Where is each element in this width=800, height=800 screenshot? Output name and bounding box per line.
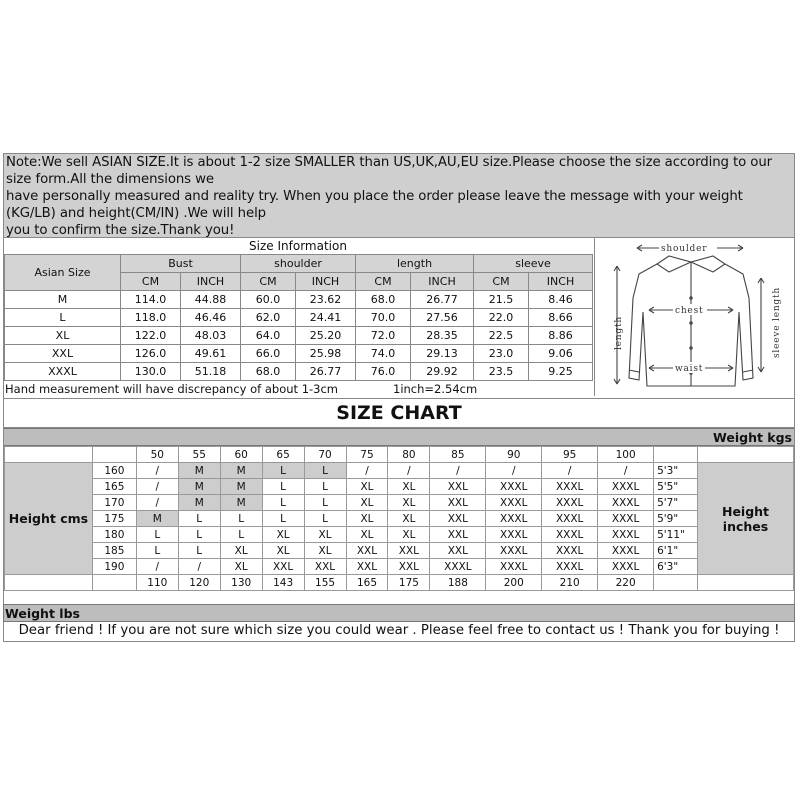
lbs-cell: 210: [542, 575, 598, 591]
size-cell: XXXL: [486, 527, 542, 543]
height-inch-cell: 5'11": [654, 527, 698, 543]
measurement-cell: 26.77: [296, 363, 356, 381]
size-cell: XL: [220, 543, 262, 559]
size-cell: /: [598, 463, 654, 479]
measurement-cell: 21.5: [474, 291, 529, 309]
size-label: XL: [5, 327, 121, 345]
measurement-cell: 24.41: [296, 309, 356, 327]
unit-header: INCH: [411, 273, 474, 291]
unit-header: CM: [356, 273, 411, 291]
size-cell: L: [220, 527, 262, 543]
shoulder-label: shoulder: [661, 244, 708, 254]
height-inch-cell: 5'9": [654, 511, 698, 527]
size-cell: M: [136, 511, 178, 527]
size-cell: XXXL: [598, 543, 654, 559]
size-cell: /: [346, 463, 388, 479]
size-cell: L: [178, 511, 220, 527]
weight-lbs-band: Weight lbs: [3, 604, 795, 622]
size-cell: /: [542, 463, 598, 479]
note-line: Note:We sell ASIAN SIZE.It is about 1-2 size SMALLER than US,UK,AU,EU size.Please choose the size according to our size form.All the dimensions we: [6, 155, 773, 187]
size-cell: XXXL: [542, 495, 598, 511]
hand-measurement-note: Hand measurement will have discrepancy of about 1-3cm: [5, 382, 339, 396]
height-row: [5, 543, 794, 559]
height-inch-cell: 6'3": [654, 559, 698, 575]
measurement-cell: 66.0: [241, 345, 296, 363]
size-cell: XXL: [262, 559, 304, 575]
size-cell: XXL: [430, 495, 486, 511]
height-inch-cell: 5'7": [654, 495, 698, 511]
measurement-cell: 122.0: [121, 327, 181, 345]
kg-header: 70: [304, 447, 346, 463]
measurement-cell: 8.86: [529, 327, 593, 345]
size-row: [5, 345, 593, 363]
measurement-cell: 28.35: [411, 327, 474, 345]
height-inches-label: Height inches: [698, 463, 794, 575]
height-row: [5, 463, 794, 479]
sleeve-header: sleeve: [474, 255, 593, 273]
blank-cell: [654, 447, 698, 463]
size-cell: L: [262, 511, 304, 527]
size-cell: XXL: [346, 543, 388, 559]
measurement-cell: 9.06: [529, 345, 593, 363]
height-cm-cell: 190: [92, 559, 136, 575]
measurement-cell: 130.0: [121, 363, 181, 381]
measurement-cell: 26.77: [411, 291, 474, 309]
size-cell: /: [136, 479, 178, 495]
lbs-cell: 220: [598, 575, 654, 591]
lbs-cell: 110: [136, 575, 178, 591]
kg-header: 75: [346, 447, 388, 463]
size-chart-grid: [4, 446, 794, 591]
size-cell: XXXL: [598, 511, 654, 527]
size-cell: M: [220, 479, 262, 495]
size-information-title: Size Information: [249, 239, 347, 253]
size-cell: XXXL: [486, 511, 542, 527]
size-cell: XL: [388, 495, 430, 511]
height-cm-cell: 185: [92, 543, 136, 559]
measurement-cell: 25.20: [296, 327, 356, 345]
size-row: [5, 327, 593, 345]
measurement-cell: 68.0: [241, 363, 296, 381]
height-row: [5, 527, 794, 543]
measurement-cell: 49.61: [181, 345, 241, 363]
lbs-cell: 200: [486, 575, 542, 591]
bust-header: Bust: [121, 255, 241, 273]
unit-header: CM: [241, 273, 296, 291]
measurement-cell: 70.0: [356, 309, 411, 327]
size-label: L: [5, 309, 121, 327]
height-row: [5, 559, 794, 575]
measurement-cell: 23.0: [474, 345, 529, 363]
height-inch-cell: 6'1": [654, 543, 698, 559]
lbs-cell: 165: [346, 575, 388, 591]
kg-header: 90: [486, 447, 542, 463]
measurement-cell: 22.5: [474, 327, 529, 345]
measurement-cell: 60.0: [241, 291, 296, 309]
weight-kgs-band: [4, 428, 794, 446]
height-inch-cell: 5'3": [654, 463, 698, 479]
height-cm-cell: 180: [92, 527, 136, 543]
size-cell: /: [388, 463, 430, 479]
size-cell: XXL: [430, 527, 486, 543]
size-cell: L: [136, 543, 178, 559]
blank-cell: [5, 575, 93, 591]
size-cell: XXXL: [598, 495, 654, 511]
size-cell: XXXL: [542, 511, 598, 527]
size-cell: XL: [346, 495, 388, 511]
size-cell: XXL: [304, 559, 346, 575]
lbs-cell: 155: [304, 575, 346, 591]
size-cell: L: [304, 479, 346, 495]
measurement-cell: 68.0: [356, 291, 411, 309]
size-cell: XL: [262, 527, 304, 543]
size-cell: L: [304, 511, 346, 527]
kg-header: 55: [178, 447, 220, 463]
measurement-cell: 23.5: [474, 363, 529, 381]
size-note: [3, 153, 795, 238]
size-chart-title: SIZE CHART: [3, 398, 795, 428]
size-cell: L: [262, 495, 304, 511]
chest-label: chest: [675, 306, 704, 316]
size-cell: XXXL: [486, 479, 542, 495]
measurement-cell: 23.62: [296, 291, 356, 309]
size-cell: XXXL: [598, 559, 654, 575]
size-row: [5, 291, 593, 309]
kg-header: 85: [430, 447, 486, 463]
height-row: [5, 479, 794, 495]
size-cell: XXXL: [598, 527, 654, 543]
size-label: M: [5, 291, 121, 309]
measurement-cell: 44.88: [181, 291, 241, 309]
lbs-cell: 188: [430, 575, 486, 591]
height-inch-cell: 5'5": [654, 479, 698, 495]
measurement-cell: 29.92: [411, 363, 474, 381]
size-cell: L: [178, 527, 220, 543]
measurement-cell: 72.0: [356, 327, 411, 345]
lbs-cell: 130: [220, 575, 262, 591]
height-cm-cell: 160: [92, 463, 136, 479]
measurement-cell: 126.0: [121, 345, 181, 363]
kg-header: 95: [542, 447, 598, 463]
size-cell: XL: [220, 559, 262, 575]
note-line: you to confirm the size.Thank you!: [6, 223, 235, 238]
size-cell: /: [136, 495, 178, 511]
lbs-cell: 143: [262, 575, 304, 591]
unit-header: INCH: [529, 273, 593, 291]
size-cell: XL: [262, 543, 304, 559]
size-cell: XXXL: [598, 479, 654, 495]
unit-header: INCH: [296, 273, 356, 291]
size-cell: XXL: [430, 511, 486, 527]
size-cell: L: [262, 479, 304, 495]
measurement-cell: 48.03: [181, 327, 241, 345]
size-cell: XL: [304, 527, 346, 543]
size-cell: /: [136, 463, 178, 479]
measurement-cell: 62.0: [241, 309, 296, 327]
height-cm-cell: 170: [92, 495, 136, 511]
size-cell: XXXL: [542, 543, 598, 559]
blank-cell: [698, 447, 794, 463]
shirt-illustration: [595, 238, 795, 396]
height-row: [5, 495, 794, 511]
unit-header: CM: [121, 273, 181, 291]
shirt-diagram: [594, 238, 795, 396]
measurement-cell: 8.66: [529, 309, 593, 327]
unit-header: CM: [474, 273, 529, 291]
height-cms-label: Height cms: [5, 463, 93, 575]
size-label: XXXL: [5, 363, 121, 381]
measurement-cell: 29.13: [411, 345, 474, 363]
length-header: length: [356, 255, 474, 273]
measurement-cell: 74.0: [356, 345, 411, 363]
size-label: XXL: [5, 345, 121, 363]
unit-header: INCH: [181, 273, 241, 291]
measurement-cell: 114.0: [121, 291, 181, 309]
blank-cell: [698, 575, 794, 591]
size-cell: XXXL: [486, 559, 542, 575]
measurement-cell: 64.0: [241, 327, 296, 345]
size-row: [5, 309, 593, 327]
size-cell: XXXL: [430, 559, 486, 575]
size-cell: L: [304, 495, 346, 511]
size-cell: XXXL: [542, 527, 598, 543]
size-cell: XXL: [388, 543, 430, 559]
size-cell: XXL: [430, 543, 486, 559]
size-cell: /: [430, 463, 486, 479]
size-cell: L: [262, 463, 304, 479]
size-cell: XXL: [346, 559, 388, 575]
measurement-cell: 22.0: [474, 309, 529, 327]
blank-cell: [5, 447, 93, 463]
size-cell: XL: [304, 543, 346, 559]
shoulder-header: shoulder: [241, 255, 356, 273]
size-cell: XXXL: [486, 495, 542, 511]
size-cell: /: [486, 463, 542, 479]
size-cell: XXL: [388, 559, 430, 575]
measurement-cell: 118.0: [121, 309, 181, 327]
size-cell: M: [220, 495, 262, 511]
inch-conversion-note: 1inch=2.54cm: [393, 382, 478, 396]
size-cell: XL: [346, 511, 388, 527]
size-cell: XL: [388, 479, 430, 495]
measurement-cell: 9.25: [529, 363, 593, 381]
size-sheet: [3, 153, 795, 642]
measurement-cell: 51.18: [181, 363, 241, 381]
size-cell: L: [304, 463, 346, 479]
measurement-cell: 27.56: [411, 309, 474, 327]
blank-cell: [92, 575, 136, 591]
blank-cell: [92, 447, 136, 463]
kg-header: 60: [220, 447, 262, 463]
blank-cell: [654, 575, 698, 591]
note-line: have personally measured and reality try. When you place the order please leave the message with your weight (KG/LB) and height(CM/IN) .We will help: [6, 189, 743, 221]
size-cell: XXXL: [542, 559, 598, 575]
lbs-cell: 120: [178, 575, 220, 591]
measurement-cell: 8.46: [529, 291, 593, 309]
size-cell: /: [136, 559, 178, 575]
size-cell: L: [178, 543, 220, 559]
sleeve-length-label: sleeve length: [772, 287, 782, 358]
kg-header: 65: [262, 447, 304, 463]
size-cell: XL: [346, 479, 388, 495]
measurement-cell: 46.46: [181, 309, 241, 327]
kg-header: 50: [136, 447, 178, 463]
size-cell: /: [178, 559, 220, 575]
size-cell: XXL: [430, 479, 486, 495]
size-cell: M: [178, 495, 220, 511]
lbs-cell: 175: [388, 575, 430, 591]
size-row: [5, 363, 593, 381]
size-cell: XL: [388, 527, 430, 543]
height-row: [5, 511, 794, 527]
size-information-table: [4, 254, 593, 381]
measurement-cell: 76.0: [356, 363, 411, 381]
size-cell: L: [220, 511, 262, 527]
size-information-section: [3, 238, 795, 398]
height-cm-cell: 175: [92, 511, 136, 527]
length-label: length: [614, 316, 624, 350]
size-cell: XXXL: [542, 479, 598, 495]
size-cell: M: [178, 463, 220, 479]
kg-header: 100: [598, 447, 654, 463]
size-cell: L: [136, 527, 178, 543]
contact-note: Dear friend ! If you are not sure which size you could wear . Please feel free to contact us ! Thank you for buying !: [3, 622, 795, 642]
size-cell: XL: [346, 527, 388, 543]
size-cell: M: [220, 463, 262, 479]
size-chart-section: [3, 428, 795, 604]
measurement-cell: 25.98: [296, 345, 356, 363]
waist-label: waist: [675, 364, 704, 374]
size-cell: XL: [388, 511, 430, 527]
kg-header: 80: [388, 447, 430, 463]
height-cm-cell: 165: [92, 479, 136, 495]
size-cell: XXXL: [486, 543, 542, 559]
measurement-note-row: [4, 380, 592, 398]
weight-kgs-label: Weight kgs: [713, 430, 792, 445]
size-cell: M: [178, 479, 220, 495]
asian-size-header: Asian Size: [5, 255, 121, 291]
